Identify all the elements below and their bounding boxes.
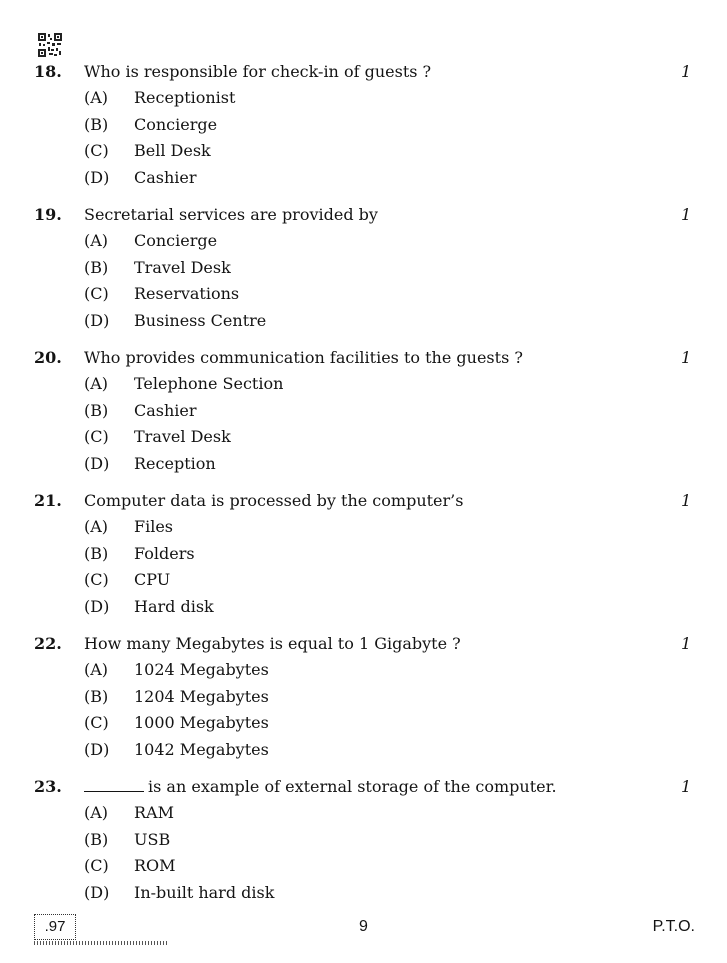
option-d bbox=[0, 739, 727, 766]
option-list bbox=[0, 659, 727, 765]
option-letter: (B) bbox=[84, 829, 109, 849]
option-letter: (D) bbox=[84, 310, 110, 330]
option-b bbox=[0, 400, 727, 427]
option-text: Business Centre bbox=[134, 310, 267, 330]
option-text: Folders bbox=[134, 543, 195, 563]
question-text: Secretarial services are provided by bbox=[84, 205, 378, 224]
option-list bbox=[0, 802, 727, 908]
option-text: USB bbox=[134, 829, 171, 849]
question-number: 22. bbox=[34, 634, 62, 653]
option-letter: (D) bbox=[84, 882, 110, 902]
question-text-container bbox=[84, 776, 557, 798]
option-letter: (C) bbox=[84, 570, 109, 589]
question-text: How many Megabytes is equal to 1 Gigabyte ? bbox=[84, 634, 461, 653]
option-letter: (A) bbox=[84, 231, 109, 250]
option-text: CPU bbox=[134, 570, 171, 589]
option-b bbox=[0, 114, 727, 141]
question-text: Computer data is processed by the computer’s bbox=[84, 491, 464, 510]
option-d bbox=[0, 310, 727, 337]
option-letter: (B) bbox=[84, 114, 109, 134]
option-text: Bell Desk bbox=[134, 141, 211, 160]
option-letter: (A) bbox=[84, 88, 109, 107]
question-marks: 1 bbox=[681, 205, 692, 224]
question-19 bbox=[0, 204, 727, 347]
question-marks: 1 bbox=[681, 777, 692, 796]
option-b bbox=[0, 829, 727, 856]
fill-in-blank bbox=[84, 777, 144, 792]
question-18 bbox=[0, 61, 727, 204]
option-text: Travel Desk bbox=[134, 257, 231, 277]
option-text: Reservations bbox=[134, 284, 240, 303]
option-text: 1204 Megabytes bbox=[134, 686, 269, 706]
option-letter: (B) bbox=[84, 543, 109, 563]
question-22 bbox=[0, 633, 727, 776]
option-c bbox=[0, 283, 727, 310]
option-text: Concierge bbox=[134, 231, 218, 250]
option-text: Telephone Section bbox=[134, 374, 284, 393]
option-text: Hard disk bbox=[134, 596, 214, 616]
option-d bbox=[0, 882, 727, 909]
option-c bbox=[0, 140, 727, 167]
option-list bbox=[0, 373, 727, 479]
option-text: Files bbox=[134, 517, 174, 536]
barcode-strip bbox=[34, 941, 168, 945]
option-c bbox=[0, 855, 727, 882]
option-letter: (D) bbox=[84, 739, 110, 759]
option-list bbox=[0, 516, 727, 622]
option-a bbox=[0, 230, 727, 257]
option-text: RAM bbox=[134, 803, 174, 822]
pto-label: P.T.O. bbox=[652, 918, 695, 935]
option-text: ROM bbox=[134, 856, 176, 875]
option-letter: (C) bbox=[84, 284, 109, 303]
option-letter: (C) bbox=[84, 856, 109, 875]
option-letter: (C) bbox=[84, 141, 109, 160]
question-text: is an example of external storage of the computer. bbox=[148, 777, 557, 796]
question-marks: 1 bbox=[681, 62, 692, 81]
question-20 bbox=[0, 347, 727, 490]
option-text: Reception bbox=[134, 453, 216, 473]
option-list bbox=[0, 87, 727, 193]
option-text: Cashier bbox=[134, 167, 197, 187]
question-number: 23. bbox=[34, 777, 62, 796]
option-letter: (B) bbox=[84, 400, 109, 420]
question-number: 21. bbox=[34, 491, 62, 510]
option-text: 1000 Megabytes bbox=[134, 713, 269, 732]
option-c bbox=[0, 569, 727, 596]
option-letter: (A) bbox=[84, 374, 109, 393]
option-text: Receptionist bbox=[134, 88, 236, 107]
option-letter: (A) bbox=[84, 517, 109, 536]
question-text: Who provides communication facilities to the guests ? bbox=[84, 348, 523, 367]
question-list bbox=[0, 61, 727, 919]
option-letter: (B) bbox=[84, 257, 109, 277]
option-text: Cashier bbox=[134, 400, 197, 420]
option-b bbox=[0, 543, 727, 570]
question-marks: 1 bbox=[681, 491, 692, 510]
option-c bbox=[0, 712, 727, 739]
question-number: 18. bbox=[34, 62, 62, 81]
option-list bbox=[0, 230, 727, 336]
question-text: Who is responsible for check-in of guests ? bbox=[84, 62, 432, 81]
option-d bbox=[0, 453, 727, 480]
option-c bbox=[0, 426, 727, 453]
option-text: 1042 Megabytes bbox=[134, 739, 269, 759]
option-a bbox=[0, 802, 727, 829]
option-letter: (D) bbox=[84, 167, 110, 187]
option-a bbox=[0, 87, 727, 114]
option-letter: (A) bbox=[84, 803, 109, 822]
question-23 bbox=[0, 776, 727, 919]
option-letter: (C) bbox=[84, 427, 109, 446]
option-text: 1024 Megabytes bbox=[134, 660, 269, 679]
option-letter: (C) bbox=[84, 713, 109, 732]
question-marks: 1 bbox=[681, 634, 692, 653]
question-number: 20. bbox=[34, 348, 62, 367]
question-number: 19. bbox=[34, 205, 62, 224]
option-b bbox=[0, 257, 727, 284]
option-a bbox=[0, 516, 727, 543]
option-text: Travel Desk bbox=[134, 427, 231, 446]
option-a bbox=[0, 373, 727, 400]
option-letter: (D) bbox=[84, 596, 110, 616]
option-d bbox=[0, 596, 727, 623]
question-21 bbox=[0, 490, 727, 633]
question-marks: 1 bbox=[681, 348, 692, 367]
option-letter: (B) bbox=[84, 686, 109, 706]
option-a bbox=[0, 659, 727, 686]
option-text: In-built hard disk bbox=[134, 882, 275, 902]
page-number: 9 bbox=[359, 918, 368, 935]
option-letter: (D) bbox=[84, 453, 110, 473]
option-text: Concierge bbox=[134, 114, 218, 134]
option-b bbox=[0, 686, 727, 713]
option-letter: (A) bbox=[84, 660, 109, 679]
paper-code-box: .97 bbox=[34, 914, 76, 940]
qr-code-icon bbox=[38, 33, 62, 57]
option-d bbox=[0, 167, 727, 194]
